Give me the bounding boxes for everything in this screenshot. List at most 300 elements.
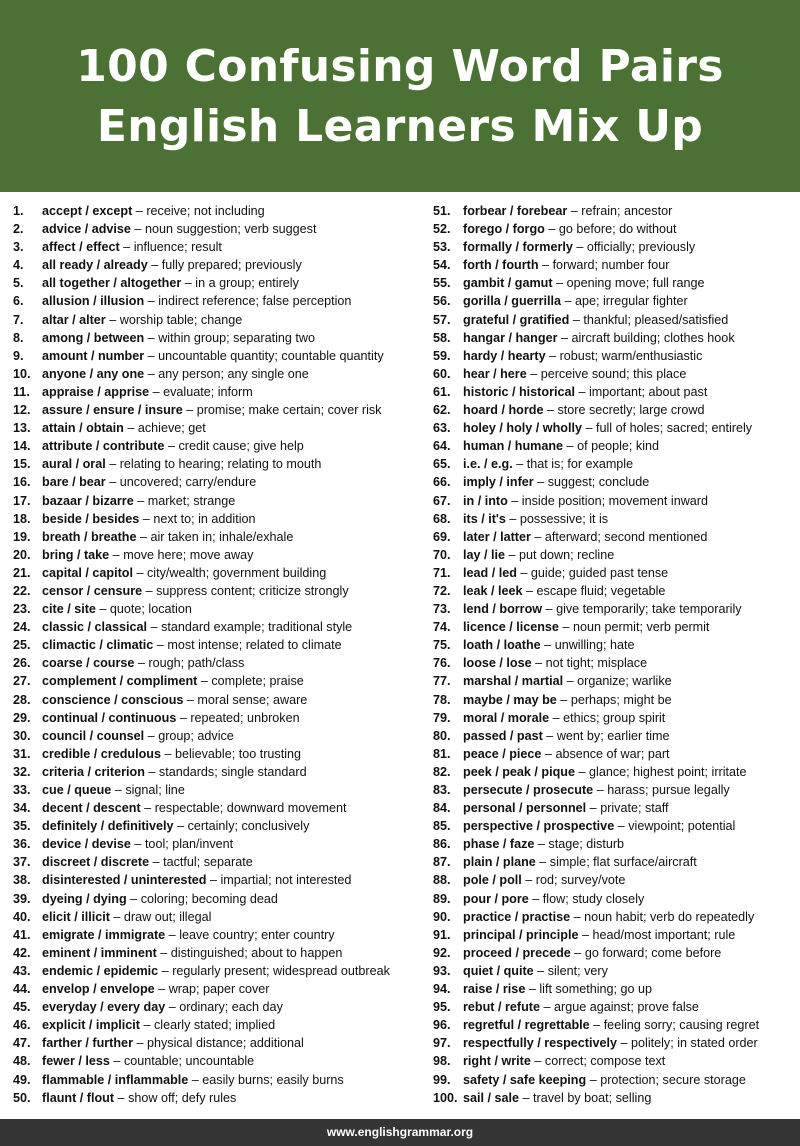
- word-pair: allusion / illusion: [42, 294, 145, 309]
- dash-separator: –: [526, 366, 541, 381]
- dash-separator: –: [164, 439, 179, 454]
- dash-separator: –: [567, 204, 582, 218]
- item-number: 66.: [433, 475, 451, 490]
- word-pair: climactic / climatic: [42, 638, 154, 653]
- list-item: [13, 672, 418, 690]
- item-number: 86.: [433, 837, 451, 852]
- list-item: [13, 763, 418, 781]
- list-item: [433, 492, 795, 510]
- word-pair: advice / advise: [42, 222, 131, 237]
- definition: flow; study closely: [542, 891, 645, 906]
- dash-separator: –: [533, 475, 548, 490]
- dash-separator: –: [570, 909, 585, 924]
- dash-separator: –: [557, 330, 572, 345]
- dash-separator: –: [541, 746, 556, 761]
- definition: respectable; downward movement: [154, 801, 347, 816]
- dash-separator: –: [519, 1090, 534, 1105]
- list-item: [13, 365, 418, 383]
- word-pair: appraise / apprise: [42, 384, 150, 399]
- dash-separator: –: [542, 602, 557, 617]
- dash-separator: –: [105, 475, 120, 490]
- word-pair: fewer / less: [42, 1054, 110, 1069]
- dash-separator: –: [569, 312, 584, 327]
- definition: rough; path/class: [148, 656, 245, 671]
- word-pair: attain / obtain: [42, 421, 124, 436]
- definition: in a group; entirely: [195, 276, 299, 291]
- list-item: [433, 256, 795, 274]
- definition: indirect reference; false perception: [158, 294, 352, 309]
- list-item: [433, 962, 795, 980]
- item-number: 13.: [13, 421, 31, 436]
- definition: complete; praise: [211, 674, 304, 689]
- word-pair: device / devise: [42, 837, 131, 852]
- dash-separator: –: [114, 1090, 129, 1105]
- item-number: 24.: [13, 620, 31, 635]
- item-number: 91.: [433, 927, 451, 942]
- item-number: 56.: [433, 294, 451, 309]
- dash-separator: –: [516, 565, 531, 580]
- list-item: [433, 636, 795, 654]
- item-number: 94.: [433, 982, 451, 997]
- item-number: 63.: [433, 421, 451, 436]
- item-number: 30.: [13, 728, 31, 743]
- word-pair: complement / compliment: [42, 674, 198, 689]
- list-item: [433, 908, 795, 926]
- dash-separator: –: [139, 1018, 154, 1033]
- dash-separator: –: [533, 963, 548, 978]
- item-number: 38.: [13, 873, 31, 888]
- dash-separator: –: [182, 403, 197, 418]
- item-number: 64.: [433, 439, 451, 454]
- word-pair: decent / descent: [42, 801, 141, 816]
- list-item: [13, 709, 418, 727]
- dash-separator: –: [538, 258, 553, 273]
- item-number: 45.: [13, 1000, 31, 1015]
- list-item: [433, 383, 795, 401]
- list-item: [433, 274, 795, 292]
- definition: wrap; paper cover: [168, 982, 270, 997]
- definition: suppress content; criticize strongly: [156, 583, 349, 598]
- word-pair: cite / site: [42, 602, 96, 617]
- item-number: 29.: [13, 710, 31, 725]
- item-number: 37.: [13, 855, 31, 870]
- dash-separator: –: [572, 240, 587, 255]
- list-item: [13, 329, 418, 347]
- definition: ordinary; each day: [179, 1000, 283, 1015]
- word-pair: respectfully / respectively: [463, 1036, 618, 1051]
- definition: glance; highest point; irritate: [589, 764, 747, 779]
- word-pair: pole / poll: [463, 873, 522, 888]
- list-item: [433, 419, 795, 437]
- dash-separator: –: [188, 1072, 203, 1087]
- list-item: [13, 582, 418, 600]
- dash-separator: –: [530, 529, 545, 544]
- list-item: [13, 654, 418, 672]
- definition: refrain; ancestor: [581, 204, 673, 218]
- dash-separator: –: [522, 583, 537, 598]
- word-pair: among / between: [42, 330, 145, 345]
- definition: argue against; prove false: [554, 1000, 699, 1015]
- word-pair: hoard / horde: [463, 403, 544, 418]
- definition: simple; flat surface/aircraft: [549, 855, 697, 870]
- item-number: 28.: [13, 692, 31, 707]
- word-pair: forego / forgo: [463, 222, 545, 237]
- definition: standard example; traditional style: [161, 620, 353, 635]
- word-pair: classic / classical: [42, 620, 148, 635]
- list-item: [13, 691, 418, 709]
- list-item: [433, 799, 795, 817]
- definition: go forward; come before: [584, 945, 722, 960]
- word-pair: endemic / epidemic: [42, 963, 159, 978]
- definition: noun suggestion; verb suggest: [144, 222, 317, 237]
- list-item: [433, 1089, 795, 1107]
- item-number: 74.: [433, 620, 451, 635]
- word-pair: loose / lose: [463, 656, 532, 671]
- list-item: [433, 1016, 795, 1034]
- definition: certainly; conclusively: [187, 819, 310, 834]
- dash-separator: –: [158, 963, 173, 978]
- dash-separator: –: [130, 837, 145, 852]
- definition: worship table; change: [119, 312, 243, 327]
- list-item: [433, 763, 795, 781]
- list-item: [433, 835, 795, 853]
- dash-separator: –: [197, 674, 212, 689]
- definition: city/wealth; government building: [147, 565, 327, 580]
- list-item: [13, 238, 418, 256]
- word-pair: breath / breathe: [42, 529, 137, 544]
- word-pair: grateful / gratified: [463, 312, 570, 327]
- word-pair: definitely / definitively: [42, 819, 174, 834]
- definition: lift something; go up: [539, 982, 653, 997]
- dash-separator: –: [144, 764, 159, 779]
- definition: opening move; full range: [566, 276, 705, 291]
- footer-website: www.englishgrammar.org: [326, 1125, 474, 1139]
- list-item: [433, 510, 795, 528]
- word-pair: loath / loathe: [463, 638, 541, 653]
- definition: aircraft building; clothes hook: [571, 330, 735, 345]
- definition: countable; uncountable: [123, 1054, 255, 1069]
- word-pair: regretful / regrettable: [463, 1018, 590, 1033]
- item-number: 16.: [13, 475, 31, 490]
- list-item: [433, 980, 795, 998]
- item-number: 61.: [433, 384, 451, 399]
- dash-separator: –: [153, 638, 168, 653]
- item-number: 87.: [433, 855, 451, 870]
- dash-separator: –: [614, 819, 629, 834]
- word-pair: its / it's: [463, 511, 506, 526]
- list-item: [433, 691, 795, 709]
- dash-separator: –: [563, 439, 578, 454]
- dash-separator: –: [95, 602, 110, 617]
- list-item: [433, 600, 795, 618]
- list-item: [433, 618, 795, 636]
- definition: that is; for example: [526, 457, 634, 472]
- word-pair: criteria / criterion: [42, 764, 145, 779]
- dash-separator: –: [149, 855, 164, 870]
- list-item: [13, 944, 418, 962]
- list-item: [433, 1052, 795, 1070]
- word-pair: aural / oral: [42, 457, 106, 472]
- item-number: 84.: [433, 801, 451, 816]
- definition: tactful; separate: [163, 855, 253, 870]
- definition: distinguished; about to happen: [170, 945, 343, 960]
- dash-separator: –: [140, 801, 155, 816]
- list-item: [13, 473, 418, 491]
- definition: unwilling; hate: [554, 638, 635, 653]
- word-pair: gorilla / guerrilla: [463, 294, 561, 309]
- word-pair: personal / personnel: [463, 801, 587, 816]
- dash-separator: –: [525, 982, 540, 997]
- dash-separator: –: [544, 222, 559, 237]
- word-pair: dyeing / dying: [42, 891, 127, 906]
- word-pair: censor / censure: [42, 583, 143, 598]
- word-pair: all together / altogether: [42, 276, 182, 291]
- dash-separator: –: [134, 656, 149, 671]
- definition: officially; previously: [586, 240, 696, 255]
- word-pair: everyday / every day: [42, 1000, 166, 1015]
- dash-separator: –: [109, 1054, 124, 1069]
- title-banner: [0, 0, 800, 192]
- dash-separator: –: [165, 1000, 180, 1015]
- list-item: [13, 636, 418, 654]
- list-item: [13, 1071, 418, 1089]
- definition: of people; kind: [577, 439, 659, 454]
- definition: important; about past: [589, 384, 708, 399]
- item-number: 50.: [13, 1090, 31, 1105]
- item-number: 6.: [13, 294, 24, 309]
- dash-separator: –: [144, 728, 159, 743]
- definition: perhaps; might be: [570, 692, 672, 707]
- word-pair: persecute / prosecute: [463, 783, 594, 797]
- list-item: [433, 1071, 795, 1089]
- dash-separator: –: [531, 656, 546, 671]
- item-number: 85.: [433, 819, 451, 834]
- list-item: [13, 727, 418, 745]
- definition: silent; very: [547, 963, 608, 978]
- item-number: 47.: [13, 1036, 31, 1051]
- item-number: 2.: [13, 222, 24, 237]
- item-number: 7.: [13, 312, 24, 327]
- word-pair: proceed / precede: [463, 945, 571, 960]
- list-item: [13, 383, 418, 401]
- dash-separator: –: [111, 783, 126, 797]
- dash-separator: –: [183, 692, 198, 707]
- item-number: 82.: [433, 764, 451, 779]
- item-number: 39.: [13, 891, 31, 906]
- list-item: [13, 274, 418, 292]
- definition: most intense; related to climate: [167, 638, 342, 653]
- list-item: [433, 1034, 795, 1052]
- item-number: 25.: [13, 638, 31, 653]
- item-number: 52.: [433, 222, 451, 237]
- list-item: [13, 835, 418, 853]
- dash-separator: –: [521, 873, 536, 888]
- item-number: 100.: [433, 1090, 458, 1105]
- item-number: 17.: [13, 493, 31, 508]
- dash-separator: –: [586, 801, 601, 816]
- word-pair: amount / number: [42, 348, 145, 363]
- item-number: 12.: [13, 403, 31, 418]
- item-number: 46.: [13, 1018, 31, 1033]
- item-number: 90.: [433, 909, 451, 924]
- item-number: 69.: [433, 529, 451, 544]
- word-pair: licence / license: [463, 620, 559, 635]
- list-item: [13, 600, 418, 618]
- definition: viewpoint; potential: [628, 819, 736, 834]
- word-pair: emigrate / immigrate: [42, 927, 166, 942]
- item-number: 76.: [433, 656, 451, 671]
- dash-separator: –: [144, 330, 159, 345]
- item-number: 72.: [433, 583, 451, 598]
- word-pair: coarse / course: [42, 656, 135, 671]
- word-pair: practice / practise: [463, 909, 571, 924]
- item-number: 95.: [433, 1000, 451, 1015]
- item-number: 20.: [13, 547, 31, 562]
- word-list-right-column: [433, 202, 795, 1107]
- list-item: [433, 871, 795, 889]
- word-pair: in / into: [463, 493, 508, 508]
- dash-separator: –: [132, 565, 147, 580]
- list-item: [13, 817, 418, 835]
- dash-separator: –: [505, 511, 520, 526]
- definition: within group; separating two: [158, 330, 316, 345]
- item-number: 10.: [13, 366, 31, 381]
- item-number: 97.: [433, 1036, 451, 1051]
- word-pair: rebut / refute: [463, 1000, 540, 1015]
- definition: quote; location: [109, 602, 192, 617]
- dash-separator: –: [530, 1054, 545, 1069]
- definition: influence; result: [133, 240, 222, 255]
- item-number: 67.: [433, 493, 451, 508]
- definition: noun permit; verb permit: [572, 620, 710, 635]
- list-item: [433, 745, 795, 763]
- word-pair: sail / sale: [463, 1090, 520, 1105]
- definition: draw out; illegal: [123, 909, 212, 924]
- definition: uncovered; carry/endure: [119, 475, 257, 490]
- item-number: 55.: [433, 276, 451, 291]
- item-number: 40.: [13, 909, 31, 924]
- definition: repeated; unbroken: [190, 710, 300, 725]
- list-item: [433, 238, 795, 256]
- dash-separator: –: [558, 620, 573, 635]
- item-number: 89.: [433, 891, 451, 906]
- item-number: 53.: [433, 240, 451, 255]
- list-item: [433, 455, 795, 473]
- definition: perceive sound; this place: [540, 366, 687, 381]
- dash-separator: –: [575, 764, 590, 779]
- definition: physical distance; additional: [146, 1036, 304, 1051]
- dash-separator: –: [543, 403, 558, 418]
- word-pair: flammable / inflammable: [42, 1072, 189, 1087]
- title-line-2: English Learners Mix Up: [96, 101, 704, 152]
- list-item: [13, 781, 418, 799]
- definition: any person; any single one: [158, 366, 309, 381]
- item-number: 49.: [13, 1072, 31, 1087]
- dash-separator: –: [130, 222, 145, 237]
- definition: moral sense; aware: [197, 692, 308, 707]
- definition: uncountable quantity; countable quantity: [158, 348, 384, 363]
- dash-separator: –: [136, 529, 151, 544]
- word-pair: maybe / may be: [463, 692, 557, 707]
- word-pair: anyone / any one: [42, 366, 145, 381]
- list-item: [433, 817, 795, 835]
- dash-separator: –: [549, 710, 564, 725]
- word-pair: formally / formerly: [463, 240, 573, 255]
- dash-separator: –: [181, 276, 196, 291]
- word-pair: hardy / hearty: [463, 348, 546, 363]
- definition: fully prepared; previously: [161, 258, 302, 273]
- item-number: 58.: [433, 330, 451, 345]
- dash-separator: –: [581, 421, 596, 436]
- item-number: 33.: [13, 783, 31, 797]
- definition: forward; number four: [552, 258, 670, 273]
- definition: protection; secure storage: [600, 1072, 746, 1087]
- dash-separator: –: [552, 276, 567, 291]
- list-item: [433, 365, 795, 383]
- dash-separator: –: [206, 873, 221, 888]
- list-item: [13, 492, 418, 510]
- definition: store secretly; large crowd: [557, 403, 705, 418]
- word-pair: perspective / prospective: [463, 819, 615, 834]
- dash-separator: –: [144, 366, 159, 381]
- word-pair: council / counsel: [42, 728, 145, 743]
- dash-separator: –: [176, 710, 191, 725]
- dash-separator: –: [126, 891, 141, 906]
- dash-separator: –: [578, 927, 593, 942]
- word-pair: flaunt / flout: [42, 1090, 115, 1105]
- list-item: [433, 473, 795, 491]
- list-item: [433, 890, 795, 908]
- word-pair: raise / rise: [463, 982, 526, 997]
- item-number: 88.: [433, 873, 451, 888]
- word-pair: forbear / forebear: [463, 204, 568, 218]
- definition: not tight; misplace: [545, 656, 648, 671]
- word-pair: leak / leek: [463, 583, 523, 598]
- item-number: 54.: [433, 258, 451, 273]
- dash-separator: –: [109, 547, 124, 562]
- word-pair: beside / besides: [42, 511, 140, 526]
- word-pair: all ready / already: [42, 258, 148, 273]
- dash-separator: –: [123, 421, 138, 436]
- word-pair: later / latter: [463, 529, 531, 544]
- item-number: 98.: [433, 1054, 451, 1069]
- definition: regularly present; widespread outbreak: [172, 963, 390, 978]
- definition: coloring; becoming dead: [140, 891, 278, 906]
- definition: absence of war; part: [555, 746, 670, 761]
- definition: impartial; not interested: [220, 873, 352, 888]
- word-pair: i.e. / e.g.: [463, 457, 513, 472]
- list-item: [13, 311, 418, 329]
- item-number: 80.: [433, 728, 451, 743]
- list-item: [13, 546, 418, 564]
- dash-separator: –: [144, 294, 159, 309]
- item-number: 36.: [13, 837, 31, 852]
- definition: escape fluid; vegetable: [536, 583, 666, 598]
- dash-separator: –: [542, 728, 557, 743]
- definition: private; staff: [600, 801, 669, 816]
- definition: inside position; movement inward: [521, 493, 708, 508]
- dash-separator: –: [574, 384, 589, 399]
- word-pair: human / humane: [463, 439, 564, 454]
- definition: leave country; enter country: [179, 927, 335, 942]
- definition: move here; move away: [123, 547, 254, 562]
- item-number: 21.: [13, 565, 31, 580]
- list-item: [13, 202, 418, 220]
- word-list-left-column: [13, 202, 418, 1107]
- dash-separator: –: [149, 384, 164, 399]
- item-number: 31.: [13, 746, 31, 761]
- list-item: [13, 926, 418, 944]
